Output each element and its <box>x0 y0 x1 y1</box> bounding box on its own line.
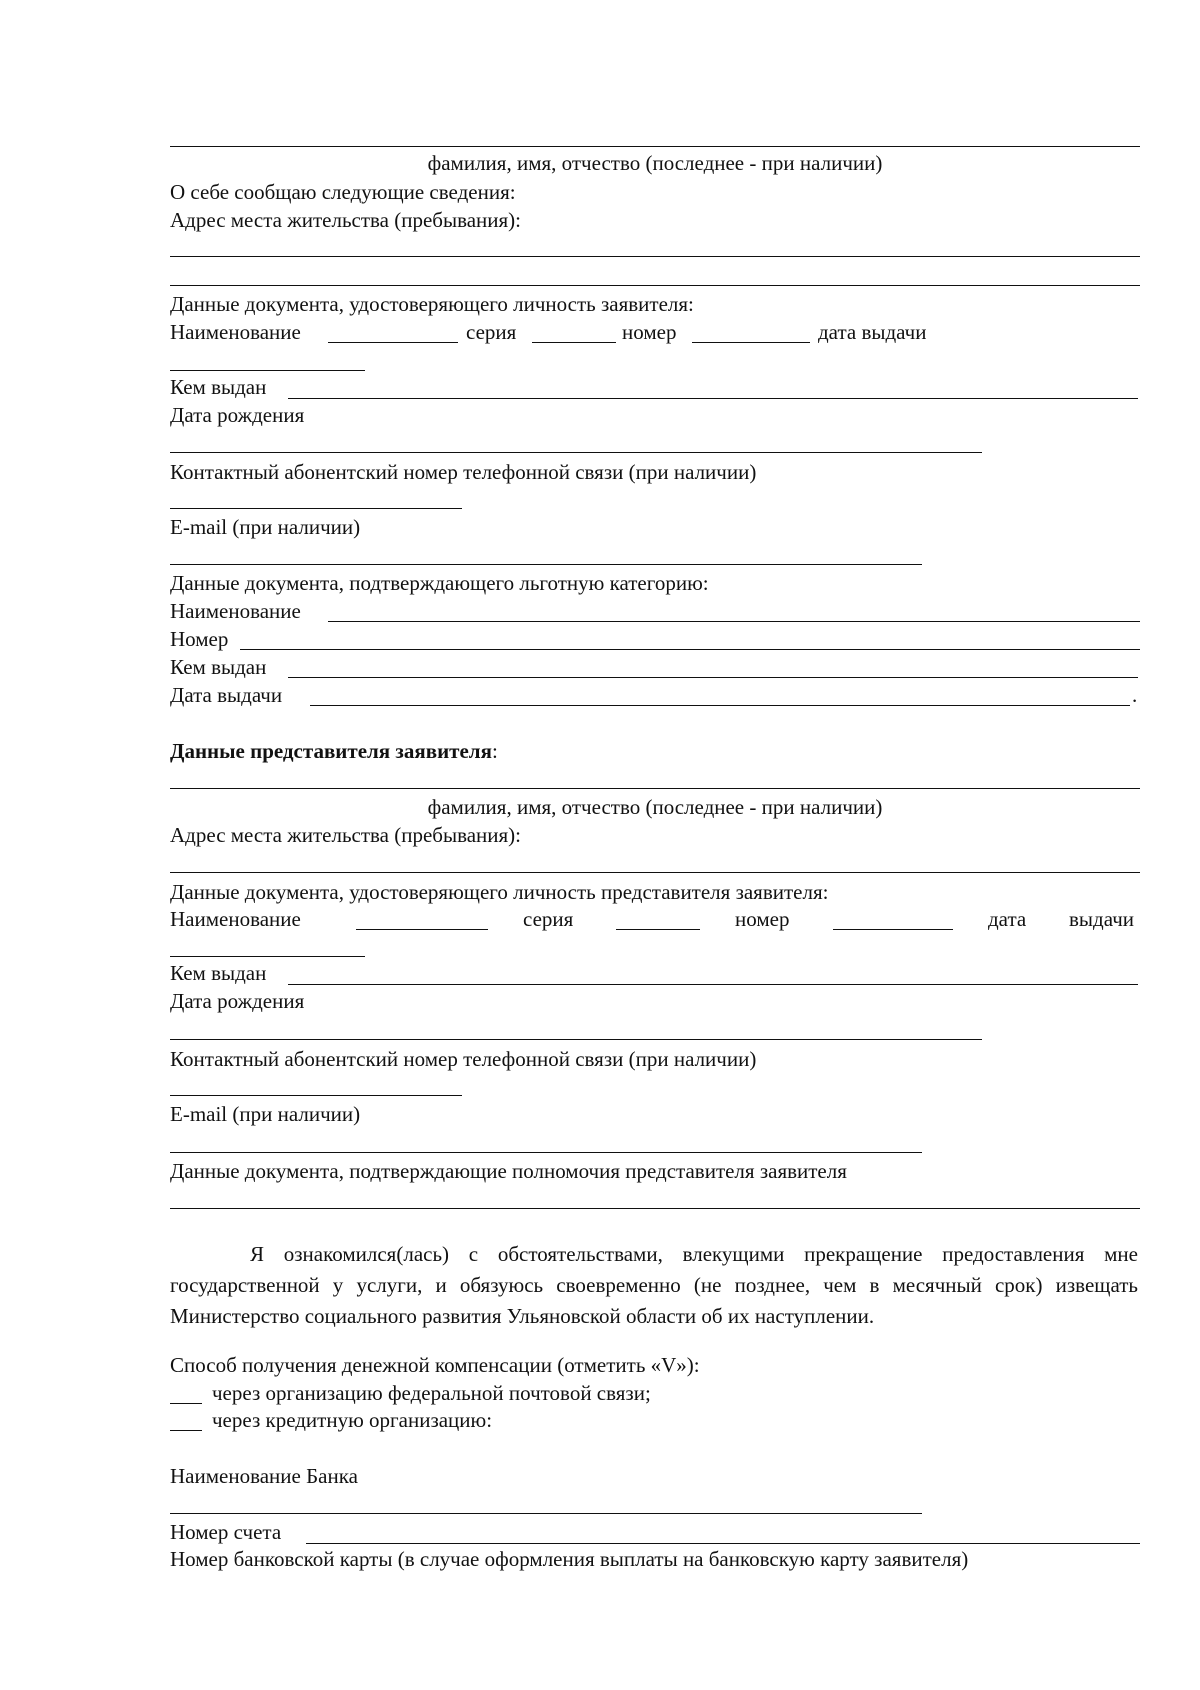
id-name-label: Наименование <box>170 320 301 344</box>
rep-id-name-field[interactable] <box>356 929 488 930</box>
benefit-name-label: Наименование <box>170 599 301 623</box>
rep-id-issue-date-word2: выдачи <box>1069 907 1134 931</box>
id-issue-date-field[interactable] <box>170 370 365 371</box>
rep-phone-field[interactable] <box>170 1095 462 1096</box>
rep-id-series-field[interactable] <box>616 929 700 930</box>
email-field[interactable] <box>170 564 922 565</box>
rep-email-field[interactable] <box>170 1152 922 1153</box>
benefit-issued-by-label: Кем выдан <box>170 655 267 679</box>
rep-header-colon: : <box>491 739 498 763</box>
rep-email-label: E-mail (при наличии) <box>170 1102 361 1126</box>
rep-issued-by-label: Кем выдан <box>170 961 267 985</box>
bank-name-field[interactable] <box>170 1513 922 1514</box>
benefit-name-field[interactable] <box>328 621 1140 622</box>
address-line-2[interactable] <box>170 285 1140 286</box>
rep-address-label: Адрес места жительства (пребывания): <box>170 823 522 847</box>
id-name-field[interactable] <box>328 342 458 343</box>
benefit-period: . <box>1132 683 1138 707</box>
rep-id-issue-date-word1: дата <box>988 907 1027 931</box>
benefit-issue-date-field[interactable] <box>310 705 1130 706</box>
address-label: Адрес места жительства (пребывания): <box>170 208 522 232</box>
fio-caption: фамилия, имя, отчество (последнее - при наличии) <box>427 151 883 175</box>
id-series-field[interactable] <box>532 342 616 343</box>
option-bank-label: через кредитную организацию: <box>212 1408 493 1432</box>
account-field[interactable] <box>306 1543 1140 1544</box>
phone-label: Контактный абонентский номер телефонной связи (при наличии) <box>170 460 757 484</box>
phone-field[interactable] <box>170 508 462 509</box>
rep-authority-doc-label: Данные документа, подтверждающие полномочия представителя заявителя <box>170 1159 847 1183</box>
id-number-label: номер <box>622 320 677 344</box>
issued-by-label: Кем выдан <box>170 375 267 399</box>
rep-id-number-field[interactable] <box>833 929 953 930</box>
checkbox-post[interactable] <box>170 1403 202 1404</box>
rep-authority-doc-field[interactable] <box>170 1208 1140 1209</box>
rep-birth-date-field[interactable] <box>170 1039 982 1040</box>
rep-header-text: Данные представителя заявителя <box>170 739 492 763</box>
rep-issued-by-field[interactable] <box>288 984 1138 985</box>
rep-id-issue-date-field[interactable] <box>170 956 365 957</box>
rep-id-name-label: Наименование <box>170 907 301 931</box>
rep-fio-caption: фамилия, имя, отчество (последнее - при наличии) <box>427 795 883 819</box>
intro-text: О себе сообщаю следующие сведения: <box>170 180 516 204</box>
id-series-label: серия <box>466 320 517 344</box>
benefit-doc-header: Данные документа, подтверждающего льготную категорию: <box>170 571 709 595</box>
rep-fio-line[interactable] <box>170 788 1140 789</box>
option-post-label: через организацию федеральной почтовой связи; <box>212 1381 651 1405</box>
card-label: Номер банковской карты (в случае оформления выплаты на банковскую карту заявителя) <box>170 1547 969 1571</box>
email-label: E-mail (при наличии) <box>170 515 361 539</box>
id-issue-date-label: дата выдачи <box>818 320 927 344</box>
rep-id-number-label: номер <box>735 907 790 931</box>
birth-date-field[interactable] <box>170 452 982 453</box>
declaration-paragraph: Я ознакомился(лась) с обстоятельствами, влекущими прекращение предоставления мне государственной у услуги, и обязуюсь своевременно (не позднее, чем в месячный срок) извещать Министерство социального развития Ульяновской области об их наступлении. <box>170 1242 1138 1328</box>
benefit-issued-by-field[interactable] <box>288 677 1138 678</box>
benefit-number-field[interactable] <box>240 649 1140 650</box>
rep-address-field[interactable] <box>170 872 1140 873</box>
id-doc-header: Данные документа, удостоверяющего личность заявителя: <box>170 292 694 316</box>
payment-header: Способ получения денежной компенсации (отметить «V»): <box>170 1353 700 1377</box>
birth-date-label: Дата рождения <box>170 403 305 427</box>
checkbox-bank[interactable] <box>170 1430 202 1431</box>
rep-header <box>170 739 498 763</box>
benefit-number-label: Номер <box>170 627 229 651</box>
account-label: Номер счета <box>170 1520 282 1544</box>
id-number-field[interactable] <box>692 342 810 343</box>
rep-phone-label: Контактный абонентский номер телефонной связи (при наличии) <box>170 1047 757 1071</box>
rep-id-series-label: серия <box>523 907 574 931</box>
bank-name-label: Наименование Банка <box>170 1464 358 1488</box>
issued-by-field[interactable] <box>288 398 1138 399</box>
benefit-issue-date-label: Дата выдачи <box>170 683 283 707</box>
fio-line[interactable] <box>170 146 1140 147</box>
rep-id-doc-header: Данные документа, удостоверяющего личность представителя заявителя: <box>170 880 829 904</box>
address-line-1[interactable] <box>170 256 1140 257</box>
rep-birth-date-label: Дата рождения <box>170 989 305 1013</box>
